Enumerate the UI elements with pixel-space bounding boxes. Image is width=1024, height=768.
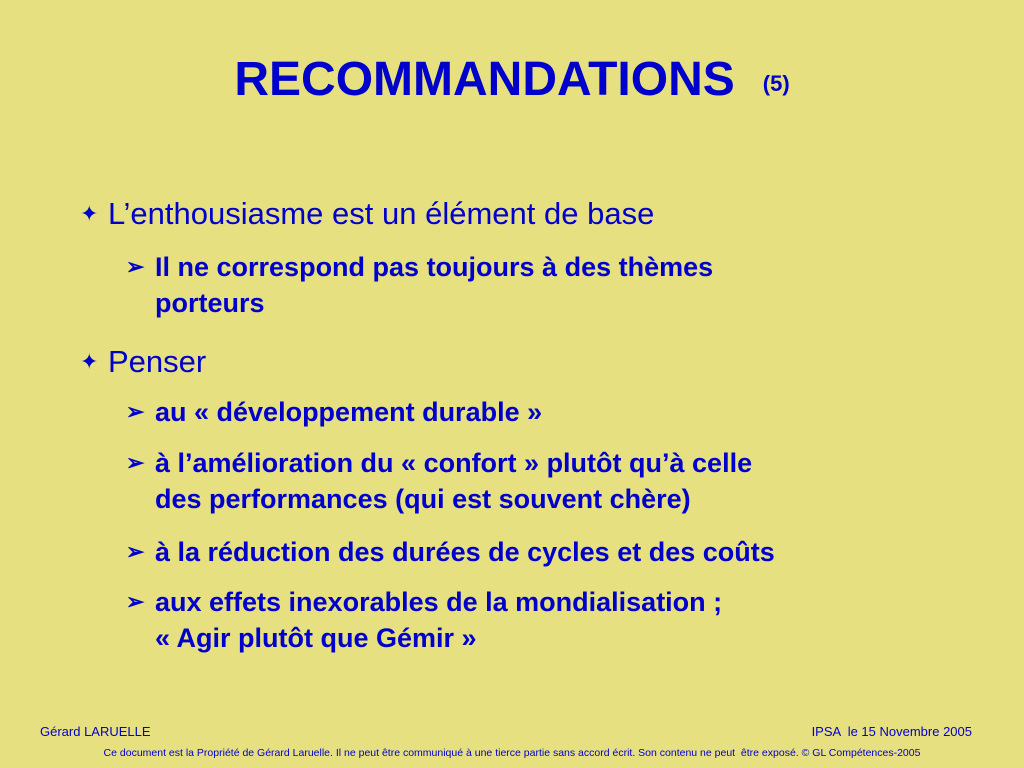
footer-event: IPSA le 15 Novembre 2005: [811, 724, 972, 739]
arrow-bullet-icon: ➢: [126, 450, 145, 475]
bullet-level2: [126, 584, 956, 656]
bullet-level2: [126, 534, 956, 570]
star-bullet-icon: ✦: [80, 349, 99, 374]
bullet-level1: [80, 195, 654, 233]
arrow-bullet-icon: ➢: [126, 539, 145, 564]
bullet-level1: [80, 343, 206, 381]
star-bullet-icon: ✦: [80, 201, 99, 226]
slide-title: [0, 50, 1024, 114]
arrow-bullet-icon: ➢: [126, 254, 145, 279]
bullet-level2: [126, 249, 956, 321]
sub-bullet-line: porteurs: [155, 288, 265, 318]
footer-copyright: Ce document est la Propriété de Gérard Laruelle. Il ne peut être communiqué à une tierce partie sans accord écrit. Son contenu ne peut être exposé. © GL Compétences-2005: [103, 747, 921, 759]
sub-bullet-line: aux effets inexorables de la mondialisation ;: [155, 587, 723, 617]
sub-bullet-line: des performances (qui est souvent chère): [155, 484, 691, 514]
sub-bullet-line: au « développement durable »: [155, 397, 543, 427]
bullet-text: Penser: [108, 344, 207, 379]
sub-bullet-line: Il ne correspond pas toujours à des thèmes: [155, 252, 714, 282]
sub-bullet-line: à la réduction des durées de cycles et des coûts: [155, 537, 775, 567]
title-number: (5): [762, 71, 790, 96]
sub-bullet-line: « Agir plutôt que Gémir »: [155, 623, 477, 653]
arrow-bullet-icon: ➢: [126, 399, 145, 424]
bullet-text: L’enthousiasme est un élément de base: [108, 196, 655, 231]
title-text: RECOMMANDATIONS: [234, 53, 735, 106]
sub-bullet-line: à l’amélioration du « confort » plutôt qu’à celle: [155, 448, 753, 478]
arrow-bullet-icon: ➢: [126, 589, 145, 614]
footer-author: Gérard LARUELLE: [40, 724, 151, 739]
bullet-level2: [126, 394, 956, 430]
bullet-level2: [126, 445, 956, 517]
